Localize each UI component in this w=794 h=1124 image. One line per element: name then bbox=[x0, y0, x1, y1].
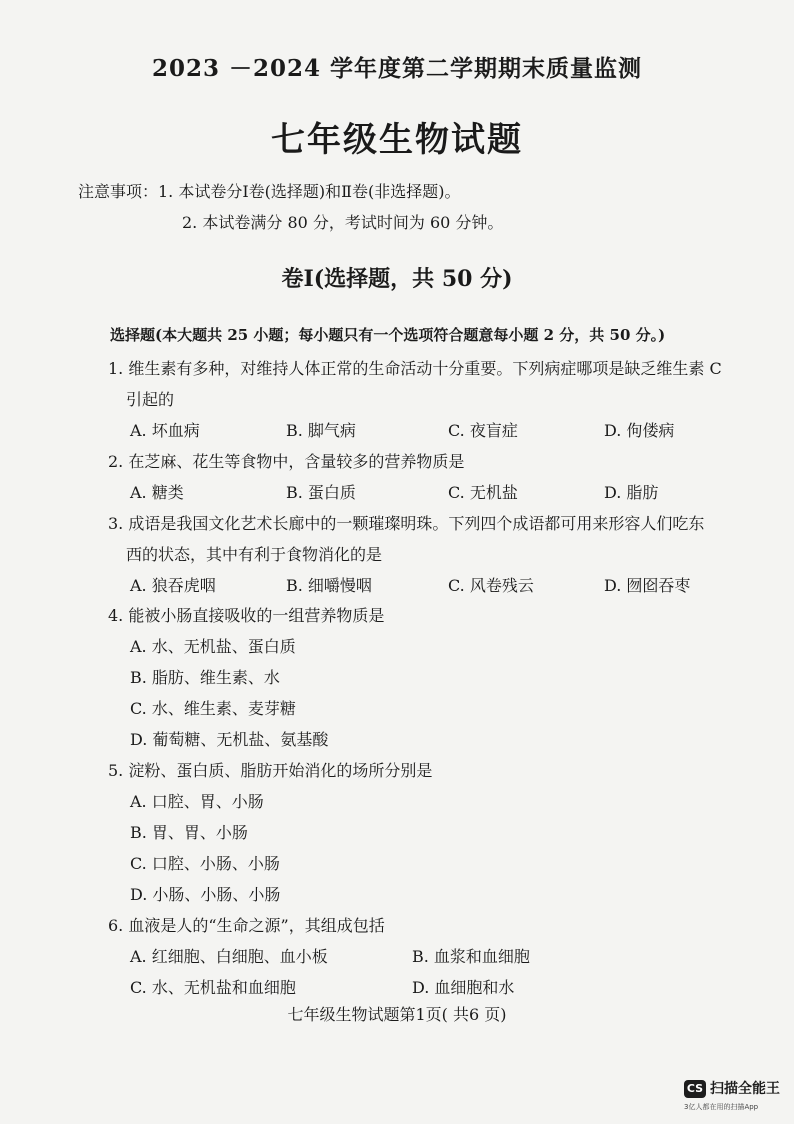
question-5 bbox=[108, 755, 794, 910]
option-b: B. 蛋白质 bbox=[286, 483, 356, 502]
option-a: A. 红细胞、白细胞、血小板 bbox=[130, 947, 328, 966]
option-d: D. 脂肪 bbox=[604, 483, 659, 502]
question-2 bbox=[108, 446, 794, 508]
option-d: D. 血细胞和水 bbox=[412, 978, 515, 997]
question-3 bbox=[108, 508, 794, 601]
option-d: D. 囫囵吞枣 bbox=[604, 576, 691, 595]
question-stem: 1. 维生素有多种，对维持人体正常的生命活动十分重要。下列病症哪项是缺乏维生素 C bbox=[108, 359, 722, 378]
option-row bbox=[108, 477, 794, 508]
option-b: B. 胃、胃、小肠 bbox=[130, 823, 248, 842]
question-stem: 5. 淀粉、蛋白质、脂肪开始消化的场所分别是 bbox=[108, 761, 433, 780]
option-row bbox=[108, 941, 794, 972]
question-stem: 3. 成语是我国文化艺术长廊中的一颗璀璨明珠。下列四个成语都可用来形容人们吃东 bbox=[108, 514, 705, 533]
question-stem: 2. 在芝麻、花生等食物中，含量较多的营养物质是 bbox=[108, 452, 465, 471]
scanner-app-name: 扫描全能王 bbox=[710, 1081, 780, 1097]
option-d: D. 佝偻病 bbox=[604, 421, 675, 440]
option-a: A. 口腔、胃、小肠 bbox=[130, 792, 264, 811]
scanner-tagline: 3亿人都在用的扫描App bbox=[684, 1103, 759, 1111]
option-d: D. 小肠、小肠、小肠 bbox=[130, 885, 281, 904]
option-b: B. 脂肪、维生素、水 bbox=[130, 668, 280, 687]
option-d: D. 葡萄糖、无机盐、氨基酸 bbox=[130, 730, 329, 749]
option-row bbox=[108, 415, 794, 446]
option-c: C. 水、无机盐和血细胞 bbox=[130, 978, 296, 997]
option-b: B. 脚气病 bbox=[286, 421, 356, 440]
section-instruction: 选择题(本大题共 25 小题；每小题只有一个选项符合题意每小题 2 分，共 50 分。) bbox=[110, 326, 666, 344]
option-a: A. 坏血病 bbox=[130, 421, 200, 440]
option-c: C. 口腔、小肠、小肠 bbox=[130, 854, 280, 873]
page-footer: 七年级生物试题第1页( 共6 页) bbox=[287, 1005, 507, 1024]
scanner-watermark bbox=[684, 1080, 788, 1116]
notice-block bbox=[78, 176, 503, 238]
question-stem: 6. 血液是人的“生命之源”，其组成包括 bbox=[108, 916, 385, 935]
scanner-logo-icon: CS bbox=[684, 1080, 706, 1098]
option-a: A. 糖类 bbox=[130, 483, 184, 502]
option-b: B. 血浆和血细胞 bbox=[412, 947, 530, 966]
option-b: B. 细嚼慢咽 bbox=[286, 576, 372, 595]
question-stem-cont: 西的状态，其中有利于食物消化的是 bbox=[126, 545, 383, 564]
question-1 bbox=[108, 353, 794, 446]
exam-period-header: 2023 －2024 学年度第二学期期末质量监测 bbox=[151, 55, 643, 82]
notice-line-1: 注意事项：1. 本试卷分Ⅰ卷(选择题)和Ⅱ卷(非选择题)。 bbox=[78, 182, 461, 201]
option-c: C. 风卷残云 bbox=[448, 576, 534, 595]
option-a: A. 狼吞虎咽 bbox=[130, 576, 216, 595]
option-c: C. 水、维生素、麦芽糖 bbox=[130, 699, 296, 718]
page-title: 七年级生物试题 bbox=[271, 120, 523, 160]
question-6 bbox=[108, 910, 794, 1003]
option-row bbox=[108, 972, 794, 1003]
question-stem: 4. 能被小肠直接吸收的一组营养物质是 bbox=[108, 606, 385, 625]
section-title: 卷Ⅰ(选择题，共 50 分) bbox=[281, 266, 513, 292]
option-c: C. 夜盲症 bbox=[448, 421, 518, 440]
question-stem-cont: 引起的 bbox=[126, 390, 175, 409]
option-a: A. 水、无机盐、蛋白质 bbox=[130, 637, 296, 656]
option-row bbox=[108, 570, 794, 601]
question-4 bbox=[108, 600, 794, 755]
option-c: C. 无机盐 bbox=[448, 483, 518, 502]
notice-line-2: 2. 本试卷满分 80 分，考试时间为 60 分钟。 bbox=[182, 213, 504, 232]
